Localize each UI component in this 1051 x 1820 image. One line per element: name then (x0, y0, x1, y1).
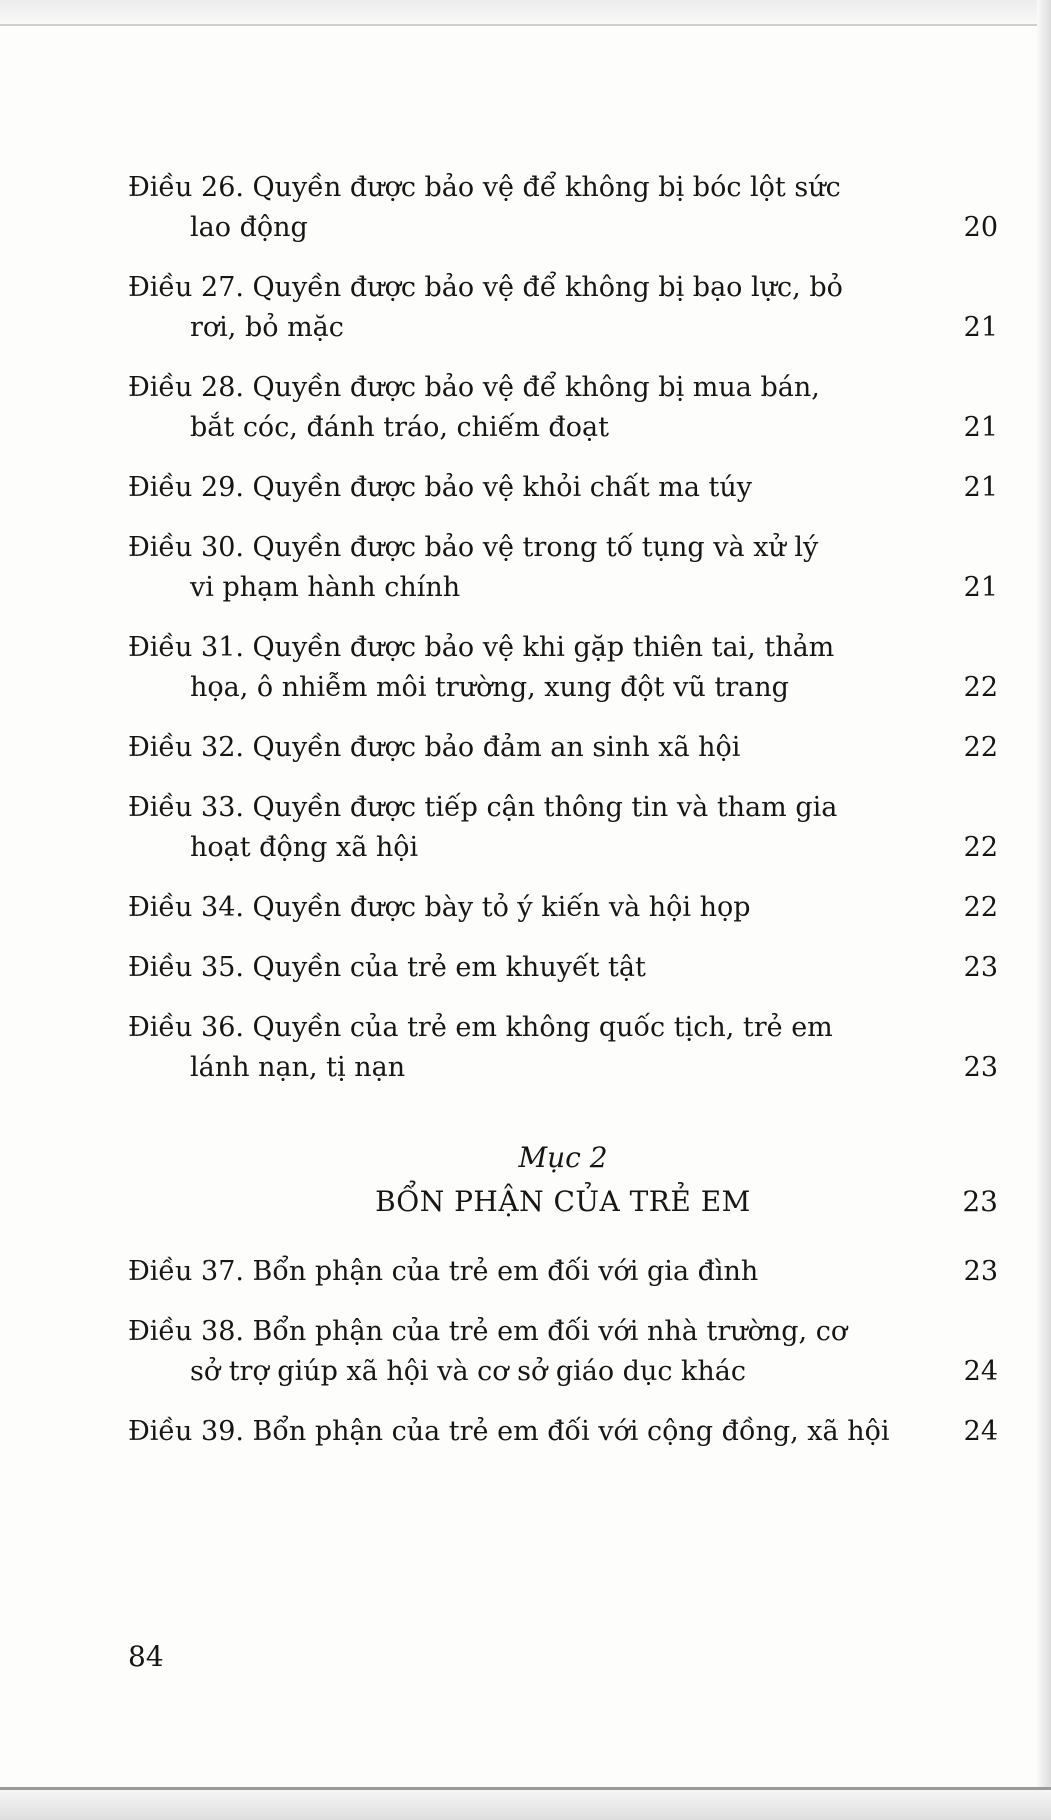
section-header (128, 1138, 998, 1226)
toc-entries-rights (128, 168, 998, 1088)
section-title: Mục 2 (518, 1141, 608, 1174)
toc-entry-title: Điều 27. Quyền được bảo vệ để không bị bạo lực, bỏ (128, 272, 843, 303)
page-right-edge (1037, 0, 1051, 1820)
toc-entry-page-number: 21 (963, 572, 998, 603)
toc-entry-page-number: 23 (963, 1256, 998, 1287)
toc-entry-title: Điều 31. Quyền được bảo vệ khi gặp thiên tai, thảm (128, 632, 835, 663)
toc-entry-page-number: 22 (963, 832, 998, 863)
toc-entry-title-continued: họa, ô nhiễm môi trường, xung đột vũ trang (190, 672, 789, 703)
toc-entry-page-number: 24 (963, 1416, 998, 1447)
toc-entry-page-number: 22 (963, 672, 998, 703)
toc-entry (128, 948, 998, 988)
toc-entry (128, 1412, 998, 1452)
toc-entry-title-continued: bắt cóc, đánh tráo, chiếm đoạt (190, 412, 609, 443)
toc-entry (128, 1008, 998, 1088)
toc-entry-title: Điều 35. Quyền của trẻ em khuyết tật (128, 952, 646, 983)
toc-entry (128, 268, 998, 348)
toc-entry-page-number: 24 (963, 1356, 998, 1387)
toc-entry (128, 1252, 998, 1292)
section-heading: BỔN PHẬN CỦA TRẺ EM (375, 1185, 751, 1218)
toc-entry-title-continued: sở trợ giúp xã hội và cơ sở giáo dục khác (190, 1356, 747, 1387)
toc-entry-title: Điều 33. Quyền được tiếp cận thông tin và tham gia (128, 792, 838, 823)
toc-entry-page-number: 22 (963, 892, 998, 923)
toc-entry (128, 628, 998, 708)
toc-entry (128, 1312, 998, 1392)
toc-entry-title: Điều 29. Quyền được bảo vệ khỏi chất ma túy (128, 472, 753, 503)
toc-entry-title: Điều 36. Quyền của trẻ em không quốc tịch, trẻ em (128, 1012, 833, 1043)
toc-entry-title-continued: vi phạm hành chính (190, 572, 461, 603)
toc-entry-title: Điều 28. Quyền được bảo vệ để không bị mua bán, (128, 372, 820, 403)
toc-entry-page-number: 21 (963, 312, 998, 343)
toc-entry (128, 728, 998, 768)
toc-entry-title: Điều 37. Bổn phận của trẻ em đối với gia đình (128, 1256, 759, 1287)
toc-entry (128, 788, 998, 868)
toc-entry-title: Điều 32. Quyền được bảo đảm an sinh xã hội (128, 732, 741, 763)
toc-entry-title: Điều 34. Quyền được bày tỏ ý kiến và hội họp (128, 892, 751, 923)
toc-entry (128, 528, 998, 608)
toc-entry-title: Điều 30. Quyền được bảo vệ trong tố tụng và xử lý (128, 532, 819, 563)
toc-entry (128, 368, 998, 448)
page-bottom-edge (0, 1790, 1051, 1820)
toc-entry-title: Điều 26. Quyền được bảo vệ để không bị bóc lột sức (128, 172, 841, 203)
page-top-edge (0, 0, 1051, 26)
toc-entry-page-number: 22 (963, 732, 998, 763)
toc-entry-page-number: 23 (963, 1052, 998, 1083)
toc-entries-duties (128, 1252, 998, 1452)
toc-entry-title: Điều 39. Bổn phận của trẻ em đối với cộng đồng, xã hội (128, 1416, 890, 1447)
page-top-edge-line (0, 24, 1051, 26)
toc-entry-title-continued: lao động (190, 212, 308, 243)
toc-entry-page-number: 21 (963, 412, 998, 443)
toc-entry-page-number: 21 (963, 472, 998, 503)
toc-entry (128, 168, 998, 248)
toc-entry-page-number: 23 (963, 952, 998, 983)
toc-entry (128, 468, 998, 508)
toc-entry-title-continued: rơi, bỏ mặc (190, 312, 344, 343)
table-of-contents (128, 168, 998, 1472)
toc-entry (128, 888, 998, 928)
toc-entry-title-continued: hoạt động xã hội (190, 832, 419, 863)
toc-entry-page-number: 20 (963, 212, 998, 243)
toc-entry-title: Điều 38. Bổn phận của trẻ em đối với nhà trường, cơ (128, 1316, 848, 1347)
section-page-number: 23 (962, 1185, 998, 1218)
toc-entry-title-continued: lánh nạn, tị nạn (190, 1052, 406, 1083)
page-number: 84 (128, 1640, 164, 1673)
